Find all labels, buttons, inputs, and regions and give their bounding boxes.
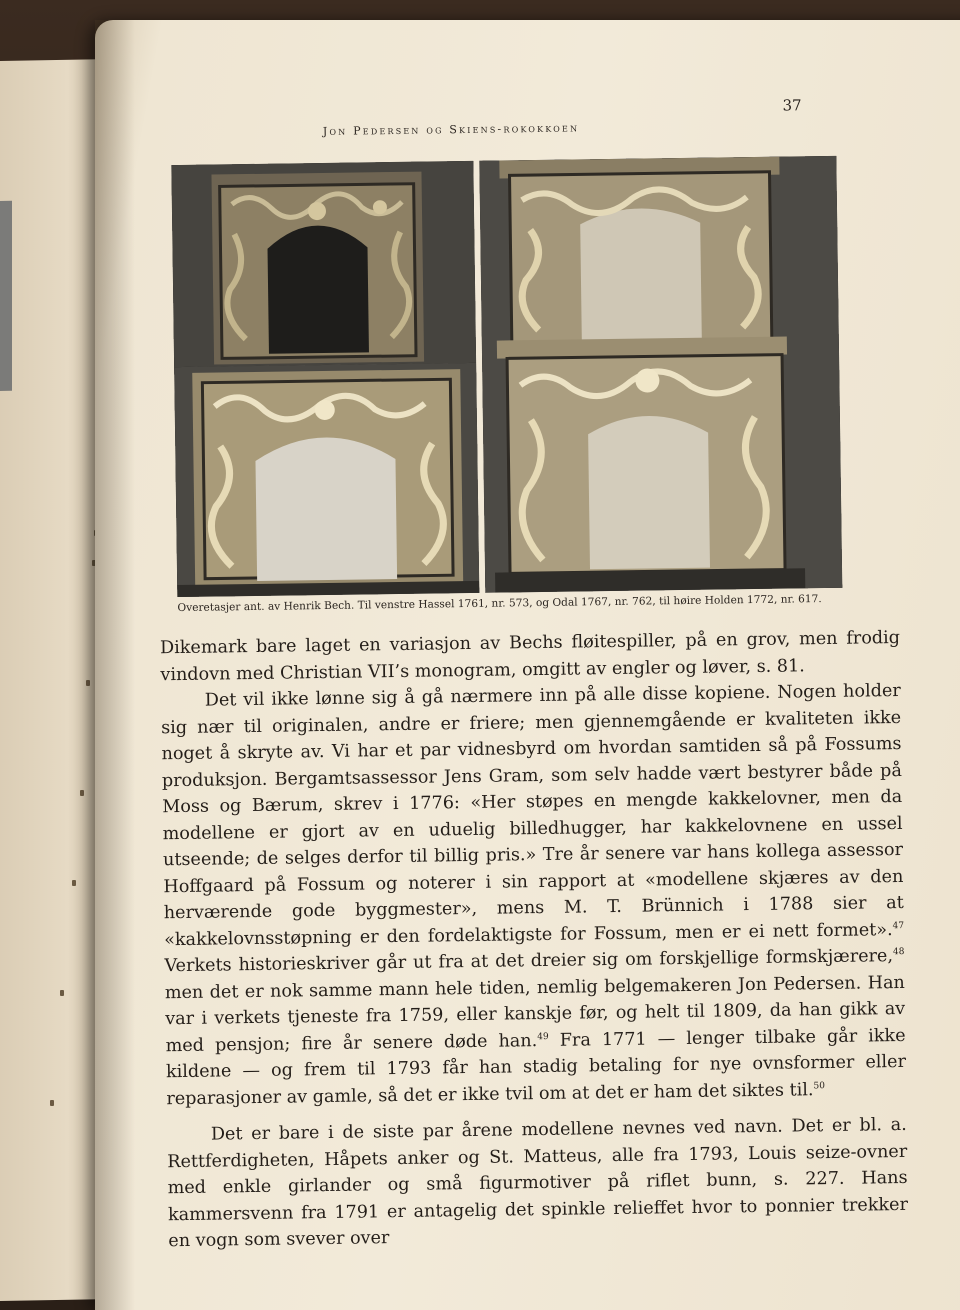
photo-left-upper-stove bbox=[171, 161, 476, 367]
figure-caption: Overetasjer ant. av Henrik Bech. Til venstre Hassel 1761, nr. 573, og Odal 1767, nr. 762, til høire Holden 1772, nr. 617. bbox=[177, 593, 822, 615]
stove-illustration bbox=[171, 161, 476, 367]
paragraph-3 bbox=[167, 1112, 909, 1255]
stove-figure bbox=[171, 156, 842, 597]
page-number: 37 bbox=[782, 96, 802, 115]
footnote-ref-48[interactable]: 48 bbox=[892, 947, 905, 958]
footnote-ref-47[interactable]: 47 bbox=[892, 920, 905, 931]
footnote-ref-50[interactable]: 50 bbox=[813, 1080, 825, 1091]
body-text bbox=[160, 625, 909, 1255]
paragraph-2 bbox=[161, 678, 907, 1112]
photo-right-stove bbox=[479, 156, 842, 593]
text-segment: men det er nok samme mann hele tiden, nemlig belgemakeren Jon Pedersen. Han var i verkets tjeneste fra 1759, eller kanskje før, og helt til 1809, da han gikk av med pensjon; fire år senere døde han. bbox=[164, 972, 906, 1056]
text-segment: Det vil ikke lønne sig å gå nærmere inn på alle disse kopiene. Nogen holder sig nær til originalen, andre er friere; men gjennemgående er kvaliteten ikke noget å skryte av. Vi har et par vidnesbyrd om hvordan samtiden så på Fossums produksjon. Bergamtsassessor Jens Gram, som selv hadde vært bestyrer både på Moss og Bærum, skrev i 1776: «Her støpes en mengde kakkelovner, men da modellene er gjort av en uduelig billedhugger, har kakkelovnene en ussel utseende; de selges derfor til billig pris.» Tre år senere var hans kollega assessor Hoffgaard på Fossum og noterer i sin rapport at «modellene skjæres av den herværende gode byggmester», mens M. T. Brünnich i 1788 sier at «kakkelovnsstøpning er den fordelaktigste for Fossum, men er ei nett formet». bbox=[161, 680, 904, 950]
text-segment: Dikemark bare laget en variasjon av Bechs fløitespiller, på en grov, men frodig vindovn med Christian VII’s monogram, omgitt av engler og løver, s. 81. bbox=[159, 627, 901, 685]
text-segment: Verkets historieskriver går ut fra at det dreier sig om forskjellige formskjærere, bbox=[164, 946, 894, 977]
photo-left-lower-stove bbox=[174, 363, 479, 597]
stove-illustration bbox=[479, 156, 842, 593]
text-segment: Det er bare i de siste par årene modellene nevnes ved navn. Det er bl. a. Rettferdigheten, Håpets anker og St. Matteus, alle fra 1793, Louis seize-ovner med enkle girlander og små figurmotiver på riflet bunn, s. 227. Hans kammersvenn fra 1791 er antagelig det spinkle relieffet hvor to ponnier trekker en vogn som svever over bbox=[167, 1114, 909, 1252]
running-head: Jon Pedersen og Skiens-rokokkoen bbox=[322, 121, 580, 138]
text-segment: Fra 1771 — lenger tilbake går ikke kildene — og frem til 1793 får han stadig betaling for nye ovnsformer eller reparasjoner av gamle, så det er ikke tvil om at det er ham det siktes til. bbox=[165, 1025, 907, 1109]
footnote-ref-49[interactable]: 49 bbox=[537, 1031, 549, 1042]
stove-illustration bbox=[174, 363, 479, 597]
